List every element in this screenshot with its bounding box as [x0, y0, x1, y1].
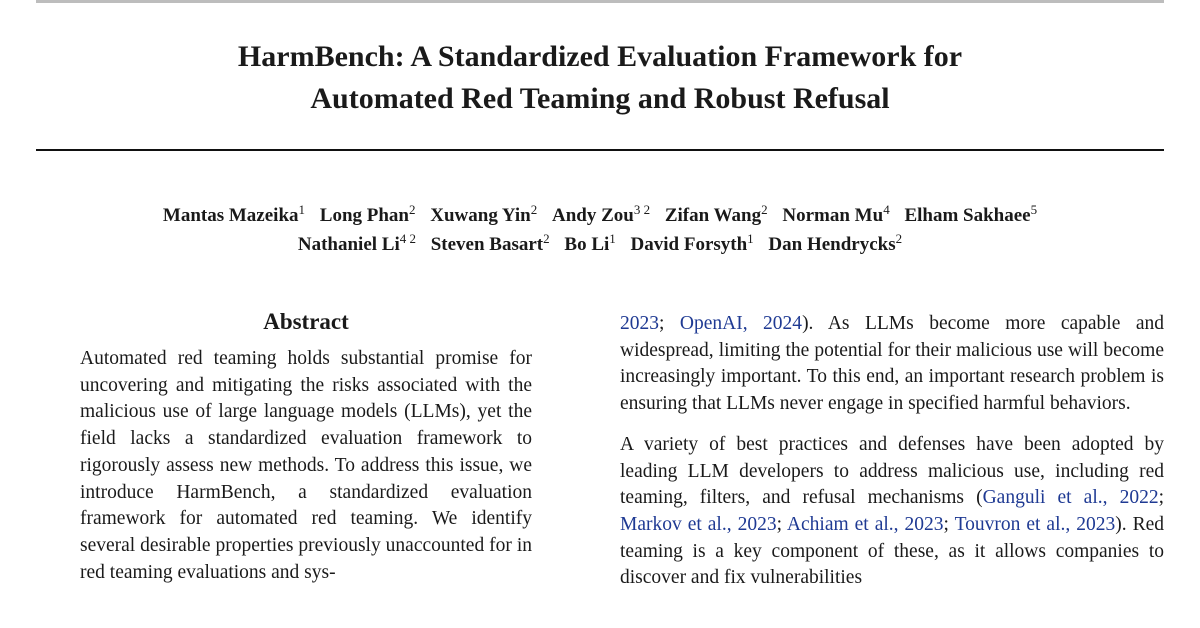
intro-paragraph-2: A variety of best practices and defenses have been adopted by leading LLM developers to address malicious use, including red teaming, filters, and refusal mechanisms (Ganguli et al., 2022; Markov et al., 2023; Achiam et al., 2023; Touvron et al., 2023). Red teaming is a key component of these, as it allows companies to discover and fix vulnerabilities — [620, 433, 1165, 589]
affiliation-marker: 2 — [895, 231, 903, 246]
affiliation-marker: 1 — [747, 231, 754, 246]
author: Xuwang Yin$^2$ — [430, 202, 538, 226]
author: Long Phan$^2$ — [319, 202, 416, 226]
paper-title — [0, 36, 1200, 120]
abstract-heading: Abstract — [263, 309, 349, 334]
author: Elham Sakhaee$^5$ — [904, 202, 1038, 226]
affiliation-marker: 4 2 — [399, 231, 416, 246]
intro-paragraph-1: 2023; OpenAI, 2024). As LLMs become more capable and widespread, limiting the potential for their malicious use will become increasingly important. To this end, an important research problem is ensuring that LLMs never engage in specified harmful behaviors. — [620, 313, 1164, 415]
author: Norman Mu$^4$ — [782, 202, 890, 226]
title-line-2: Automated Red Teaming and Robust Refusal — [310, 82, 890, 115]
affiliation-marker: 2 — [543, 231, 550, 246]
citation-link[interactable]: 2023 — [620, 313, 659, 334]
author: Andy Zou$^{3 2}$ — [551, 202, 651, 226]
author: Nathaniel $Li^{4 2}$ — [297, 231, 416, 255]
top-rule — [36, 0, 1164, 3]
affiliation-marker: 2 — [761, 202, 768, 217]
citation-link[interactable]: Touvron et al., 2023 — [954, 513, 1116, 535]
author-list — [0, 201, 1200, 259]
affiliation-marker: 5 — [1030, 202, 1038, 217]
affiliation-marker: 2 — [530, 202, 538, 217]
citation-link[interactable]: Markov et al., 2023 — [620, 513, 777, 535]
introduction-column — [620, 311, 1164, 592]
author: Mantas Mazeika$^1$ — [162, 202, 306, 226]
author: Dan Hendrycks$^2$ — [768, 231, 903, 255]
citation-link[interactable]: OpenAI, 2024 — [679, 313, 803, 334]
author-line-2 — [0, 230, 1200, 259]
affiliation-marker: 3 2 — [633, 202, 651, 217]
author: Zifan Wang$^2$ — [664, 202, 768, 226]
title-rule — [36, 149, 1164, 151]
author: Bo Li$^1$ — [564, 231, 616, 255]
affiliation-marker: 4 — [883, 202, 890, 217]
citation-link[interactable]: Achiam et al., 2023 — [786, 513, 944, 535]
citation-link[interactable]: Ganguli et al., 2022 — [982, 487, 1159, 509]
title-line-1: HarmBench: A Standardized Evaluation Framework for — [237, 40, 963, 73]
affiliation-marker: 1 — [609, 231, 616, 246]
author-line-1 — [0, 201, 1200, 230]
affiliation-marker: 2 — [409, 202, 416, 217]
abstract-body: Automated red teaming holds substantial promise for uncovering and mitigating the risks associated with the malicious use of large language models (LLMs), yet the field lacks a standardized evaluation framework to rigorously assess new methods. To address this issue, we introduce HarmBench, a standardized evaluation framework for automated red teaming. We identify several desirable properties previously unaccounted for in red teaming evaluations and sys- — [80, 348, 532, 583]
author: David Forsyth$^1$ — [630, 231, 754, 255]
affiliation-marker: 1 — [298, 202, 306, 217]
author: Steven Basart$^2$ — [430, 231, 550, 255]
